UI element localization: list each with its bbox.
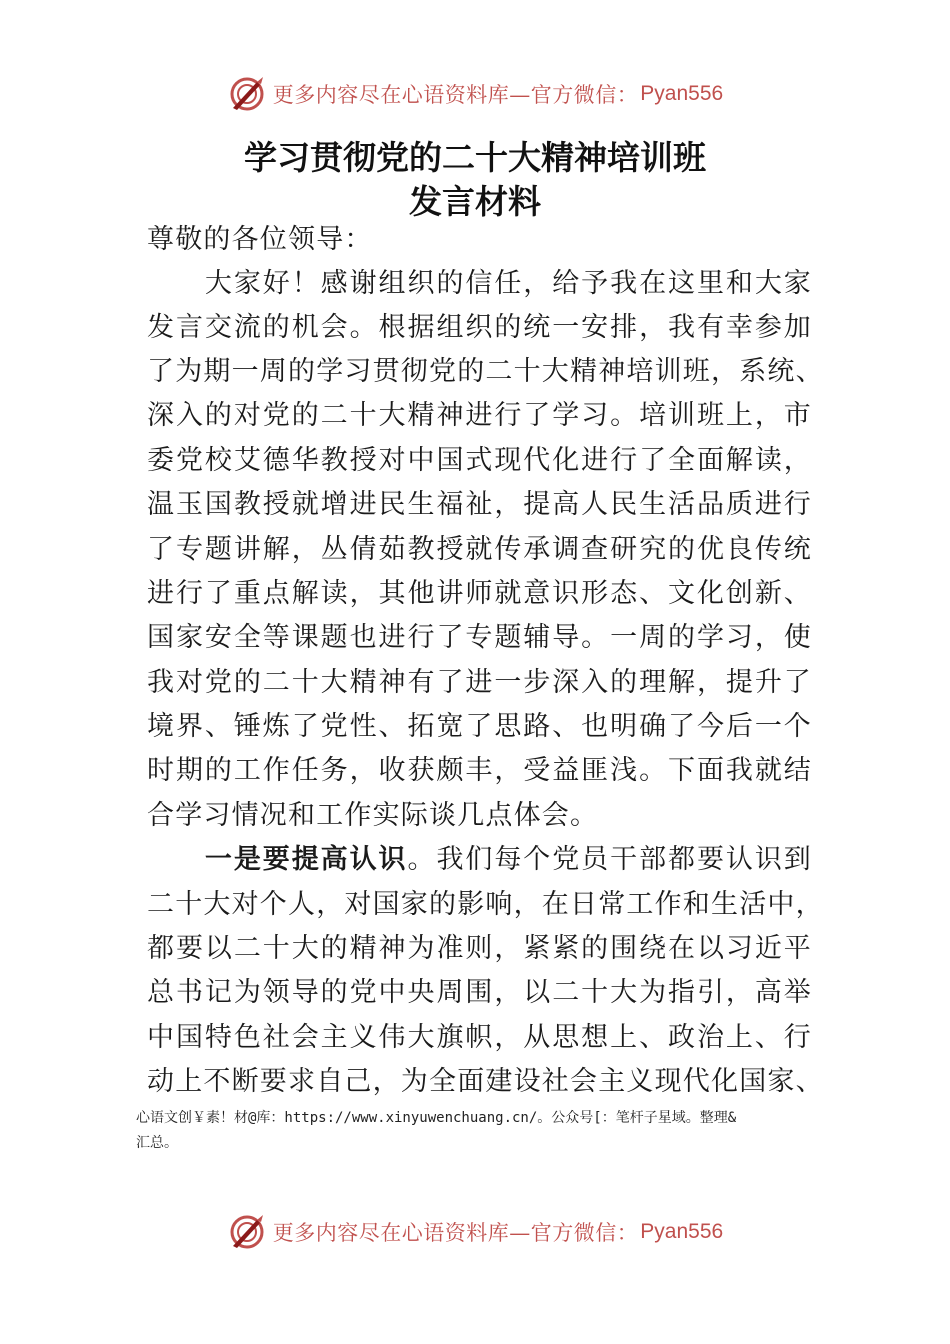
- quill-pen-logo-icon: [227, 1212, 267, 1252]
- para2-line: 总书记为领导的党中央周围，以二十大为指引，高举: [147, 977, 812, 1008]
- para2-heading: 一是要提高认识: [204, 844, 408, 875]
- para2-line: 动上不断要求自己，为全面建设社会主义现代化国家、: [147, 1066, 824, 1097]
- para1-line: 了专题讲解，丛倩茹教授就传承调查研究的优良传统: [147, 534, 812, 565]
- para2-line: 二十大对个人，对国家的影响，在日常工作和生活中，: [147, 889, 824, 920]
- quill-pen-logo-icon: [227, 74, 267, 114]
- banner-wechat-id: Pyan556: [640, 82, 724, 105]
- page-subtitle: 发言材料: [409, 182, 541, 221]
- para1-line: 境界、锤炼了党性、拓宽了思路、也明确了今后一个: [147, 711, 812, 742]
- footer-note-line1: 心语文创￥素！材@库：https://www.xinyuwenchuang.cn/。公众号[：笔杆子星域。整理&: [136, 1110, 737, 1126]
- para1-line: 我对党的二十大精神有了进一步深入的理解，提升了: [147, 667, 812, 698]
- salutation: 尊敬的各位领导：: [147, 224, 373, 255]
- para2-line: 中国特色社会主义伟大旗帜，从思想上、政治上、行: [147, 1022, 812, 1053]
- banner-wechat-id: Pyan556: [640, 1220, 724, 1243]
- page-title: 学习贯彻党的二十大精神培训班: [244, 138, 706, 177]
- para1-line: 深入的对党的二十大精神进行了学习。培训班上，市: [147, 400, 812, 431]
- bottom-banner: [0, 1208, 950, 1256]
- para1-line: 大家好！感谢组织的信任，给予我在这里和大家: [147, 268, 812, 299]
- para1-line: 国家安全等课题也进行了专题辅导。一周的学习，使: [147, 622, 812, 653]
- para1-line: 温玉国教授就增进民生福祉，提高人民生活品质进行: [147, 489, 812, 520]
- banner-text: 更多内容尽在心语资料库—官方微信：: [272, 1221, 639, 1245]
- para1-line: 合学习情况和工作实际谈几点体会。: [147, 800, 599, 831]
- top-banner: [0, 70, 950, 118]
- para1-line: 时期的工作任务，收获颇丰，受益匪浅。下面我就结: [147, 755, 812, 786]
- para1-line: 发言交流的机会。根据组织的统一安排，我有幸参加: [147, 312, 812, 343]
- para2-first-line: [147, 838, 812, 883]
- para1-line: 委党校艾德华教授对中国式现代化进行了全面解读，: [147, 445, 812, 476]
- para2-first-rest: 。我们每个党员干部都要认识到: [407, 844, 812, 875]
- para1-line: 了为期一周的学习贯彻党的二十大精神培训班，系统、: [147, 356, 824, 387]
- banner-text: 更多内容尽在心语资料库—官方微信：: [272, 83, 639, 107]
- footer-note-line2: 汇总。: [136, 1135, 178, 1151]
- para1-line: 进行了重点解读，其他讲师就意识形态、文化创新、: [147, 578, 812, 609]
- para2-line: 都要以二十大的精神为准则，紧紧的围绕在以习近平: [147, 933, 812, 964]
